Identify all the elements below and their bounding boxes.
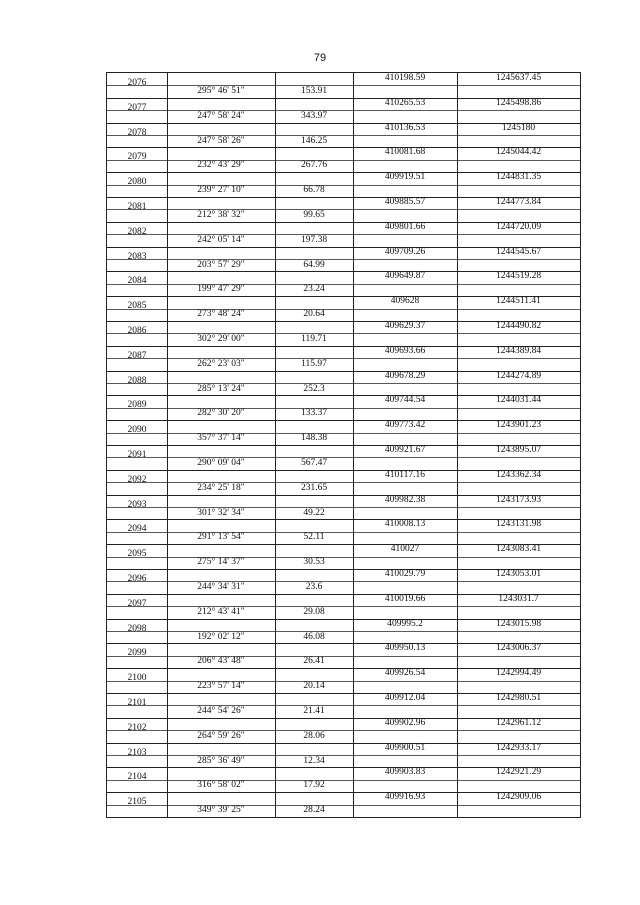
y-coord-cell: 1242961.12 — [495, 717, 542, 728]
point-cell: 2076 — [127, 78, 147, 88]
x-coord-cell: 409995.2 — [387, 618, 423, 629]
point-cell: 2090 — [127, 425, 147, 436]
point-cell: 2105 — [127, 797, 147, 808]
point-cell: 2085 — [127, 301, 147, 312]
bearing-cell: 239° 27' 10" — [197, 185, 245, 196]
bearing-cell: 212° 38' 32" — [197, 210, 245, 220]
distance-cell: 17.92 — [303, 780, 325, 791]
x-coord-cell: 410081.68 — [384, 147, 426, 158]
distance-cell: 99.65 — [303, 210, 325, 220]
table-row — [107, 420, 580, 445]
distance-cell: 20.64 — [303, 309, 325, 320]
table-row — [107, 569, 580, 594]
point-cell: 2087 — [127, 350, 147, 361]
bearing-cell: 199° 47' 29" — [197, 284, 245, 295]
y-coord-cell: 1242994.49 — [495, 668, 542, 679]
distance-cell: 30.53 — [303, 557, 325, 568]
y-coord-cell: 1243901.23 — [495, 420, 542, 431]
point-cell: 2093 — [127, 499, 147, 510]
table-row — [107, 594, 580, 619]
bearing-cell: 244° 34' 31" — [197, 582, 245, 592]
bearing-cell: 302° 29' 00" — [197, 334, 245, 344]
x-coord-cell: 409926.54 — [384, 668, 426, 679]
point-cell: 2084 — [127, 276, 147, 287]
y-coord-cell: 1245637.45 — [495, 73, 542, 83]
point-cell: 2081 — [127, 202, 147, 212]
y-coord-cell: 1243083.41 — [495, 544, 542, 555]
table-row — [107, 197, 580, 222]
distance-cell: 231.65 — [300, 482, 328, 493]
point-cell: 2078 — [127, 127, 147, 138]
bearing-cell: 242° 05' 14" — [197, 234, 245, 245]
distance-cell: 21.41 — [303, 706, 325, 716]
point-cell: 2099 — [127, 648, 147, 659]
table-row — [107, 98, 580, 123]
x-coord-cell: 409628 — [390, 296, 420, 307]
bearing-cell: 212° 43' 41" — [197, 606, 245, 617]
y-coord-cell: 1244511.41 — [496, 296, 541, 307]
point-cell: 2100 — [127, 673, 147, 684]
x-coord-cell: 409903.83 — [384, 767, 426, 778]
distance-cell: 20.14 — [303, 681, 325, 692]
bearing-cell: 285° 36' 49" — [197, 755, 245, 766]
x-coord-cell: 409744.54 — [384, 395, 426, 406]
point-cell: 2101 — [127, 698, 147, 708]
distance-cell: 46.08 — [303, 631, 325, 642]
x-coord-cell: 409649.87 — [384, 271, 426, 282]
table-row — [107, 321, 580, 346]
point-cell: 2104 — [127, 772, 147, 783]
bearing-cell: 234° 25' 18" — [197, 482, 245, 493]
distance-cell: 26.41 — [303, 656, 325, 667]
point-cell: 2077 — [127, 102, 147, 113]
table-row — [107, 346, 580, 371]
distance-cell: 23.24 — [303, 284, 325, 295]
table-row — [107, 519, 580, 544]
table-row — [107, 445, 580, 470]
table-row — [107, 495, 580, 520]
bearing-cell: 247° 58' 26" — [197, 135, 245, 146]
distance-cell: 66.78 — [303, 185, 325, 196]
distance-cell: 267.76 — [300, 160, 328, 171]
y-coord-cell: 1243006.37 — [495, 643, 542, 654]
bearing-cell: 291° 13' 54" — [197, 532, 245, 543]
x-coord-cell: 409916.93 — [384, 792, 426, 803]
x-coord-cell: 410198.59 — [384, 73, 426, 83]
x-coord-cell: 409693.66 — [384, 345, 426, 356]
distance-cell: 567.47 — [300, 458, 328, 468]
bearing-cell: 357° 37' 14" — [197, 433, 245, 444]
x-coord-cell: 409629.37 — [384, 321, 426, 331]
point-cell: 2095 — [127, 549, 147, 560]
y-coord-cell: 1243173.93 — [495, 494, 542, 505]
x-coord-cell: 409773.42 — [384, 420, 426, 431]
bearing-cell: 247° 58' 24" — [197, 110, 245, 121]
x-coord-cell: 409709.26 — [384, 246, 426, 257]
x-coord-cell: 409885.57 — [384, 197, 426, 207]
x-coord-cell: 409919.51 — [384, 172, 426, 183]
table-row — [107, 544, 580, 569]
y-coord-cell: 1244490.82 — [495, 321, 542, 331]
bearing-cell: 285° 13' 24" — [197, 383, 245, 394]
table-row — [107, 395, 580, 420]
y-coord-cell: 1245044.42 — [495, 147, 542, 158]
distance-cell: 52.11 — [303, 532, 325, 543]
bearing-cell: 275° 14' 37" — [197, 557, 245, 568]
x-coord-cell: 409678.29 — [384, 370, 426, 381]
y-coord-cell: 1243015.98 — [495, 618, 542, 629]
table-row — [107, 792, 580, 817]
point-cell: 2096 — [127, 574, 147, 584]
x-coord-cell: 410029.79 — [384, 569, 426, 579]
x-coord-cell: 409912.04 — [384, 693, 426, 703]
table-row — [107, 470, 580, 495]
point-cell: 2086 — [127, 326, 147, 336]
y-coord-cell: 1242980.51 — [495, 693, 542, 703]
bearing-cell: 264° 59' 26" — [197, 730, 245, 741]
x-coord-cell: 409801.66 — [384, 221, 426, 232]
distance-cell: 115.97 — [301, 358, 327, 369]
bearing-cell: 244° 54' 26" — [197, 706, 245, 716]
table-row — [107, 767, 580, 792]
table-row — [107, 147, 580, 172]
bearing-cell: 282° 30' 20" — [197, 408, 245, 419]
point-cell: 2080 — [127, 177, 147, 188]
distance-cell: 64.99 — [303, 259, 325, 270]
bearing-cell: 349° 39' 25" — [197, 805, 245, 816]
x-coord-cell: 410265.53 — [384, 97, 426, 108]
bearing-cell: 192° 02' 12" — [197, 631, 245, 642]
point-cell: 2094 — [127, 524, 147, 535]
x-coord-cell: 410117.16 — [384, 469, 426, 480]
bearing-cell: 290° 09' 04" — [197, 458, 245, 468]
bearing-cell: 301° 32' 34" — [197, 507, 245, 518]
distance-cell: 146.25 — [300, 135, 328, 146]
distance-cell: 28.24 — [303, 805, 325, 816]
table-row — [107, 296, 580, 321]
y-coord-cell: 1244720.09 — [495, 221, 542, 232]
bearing-cell: 232° 43' 29" — [197, 160, 245, 171]
y-coord-cell: 1245180 — [501, 122, 536, 133]
y-coord-cell: 1243362.34 — [495, 469, 542, 480]
table-row — [107, 247, 580, 272]
x-coord-cell: 410136.53 — [384, 122, 426, 133]
y-coord-cell: 1244031.44 — [495, 395, 542, 406]
distance-cell: 28.06 — [303, 730, 325, 741]
y-coord-cell: 1245498.86 — [495, 97, 542, 108]
bearing-cell: 273° 48' 24" — [197, 309, 245, 320]
point-cell: 2092 — [127, 474, 147, 485]
bearing-cell: 262° 23' 03" — [197, 358, 245, 369]
y-coord-cell: 1244274.89 — [495, 370, 542, 381]
distance-cell: 23.6 — [305, 582, 323, 592]
y-coord-cell: 1242933.17 — [495, 742, 542, 753]
table-row — [107, 123, 580, 148]
table-row — [107, 172, 580, 197]
table-row — [107, 222, 580, 247]
table-row — [107, 743, 580, 768]
table-row — [107, 718, 580, 743]
bearing-cell: 295° 46' 51" — [197, 86, 245, 96]
distance-cell: 148.38 — [300, 433, 328, 444]
point-cell: 2091 — [127, 450, 147, 460]
distance-cell: 133.37 — [300, 408, 328, 419]
table-row — [107, 619, 580, 644]
bearing-cell: 316° 58' 02" — [197, 780, 245, 791]
x-coord-cell: 409921.67 — [384, 445, 426, 455]
point-cell: 2082 — [127, 226, 147, 237]
point-cell: 2083 — [127, 251, 147, 262]
table-row — [107, 271, 580, 296]
distance-cell: 29.08 — [303, 606, 325, 617]
table-row — [107, 693, 580, 718]
y-coord-cell: 1244831.35 — [495, 172, 542, 183]
point-cell: 2089 — [127, 400, 147, 411]
y-coord-cell: 1242909.06 — [495, 792, 542, 803]
coordinate-table — [106, 72, 581, 818]
table-row — [107, 668, 580, 693]
table-row — [107, 643, 580, 668]
y-coord-cell: 1243895.07 — [495, 445, 542, 455]
y-coord-cell: 1244773.84 — [495, 197, 542, 207]
point-cell: 2097 — [127, 598, 147, 609]
distance-cell: 153.91 — [300, 86, 328, 96]
y-coord-cell: 1242921.29 — [495, 767, 542, 778]
x-coord-cell: 409900.51 — [384, 742, 426, 753]
bearing-cell: 203° 57' 29" — [197, 259, 245, 270]
x-coord-cell: 410008.13 — [384, 519, 426, 530]
table-row — [107, 371, 580, 396]
distance-cell: 49.22 — [303, 507, 325, 518]
distance-cell: 252.3 — [303, 383, 325, 394]
distance-cell: 12.34 — [303, 755, 325, 766]
y-coord-cell: 1243053.01 — [495, 569, 542, 579]
distance-cell: 197.38 — [300, 234, 328, 245]
x-coord-cell: 410027 — [390, 544, 420, 555]
point-cell: 2102 — [127, 722, 147, 733]
y-coord-cell: 1244519.28 — [495, 271, 542, 282]
y-coord-cell: 1244545.67 — [495, 246, 542, 257]
point-cell: 2103 — [127, 747, 147, 758]
x-coord-cell: 409950.13 — [384, 643, 426, 654]
bearing-cell: 223° 57' 14" — [197, 681, 245, 692]
point-cell: 2088 — [127, 375, 147, 386]
page-number: 79 — [313, 52, 327, 64]
bearing-cell: 206° 43' 48" — [197, 656, 245, 667]
x-coord-cell: 410019.66 — [384, 593, 426, 604]
x-coord-cell: 409982.38 — [384, 494, 426, 505]
y-coord-cell: 1243131.98 — [495, 519, 542, 530]
y-coord-cell: 1243031.7 — [498, 593, 539, 604]
point-cell: 2079 — [127, 152, 147, 163]
distance-cell: 119.71 — [301, 334, 327, 344]
x-coord-cell: 409902.96 — [384, 717, 426, 728]
y-coord-cell: 1244389.84 — [495, 345, 542, 356]
distance-cell: 343.97 — [300, 110, 328, 121]
table-row — [107, 73, 580, 98]
point-cell: 2098 — [127, 623, 147, 634]
